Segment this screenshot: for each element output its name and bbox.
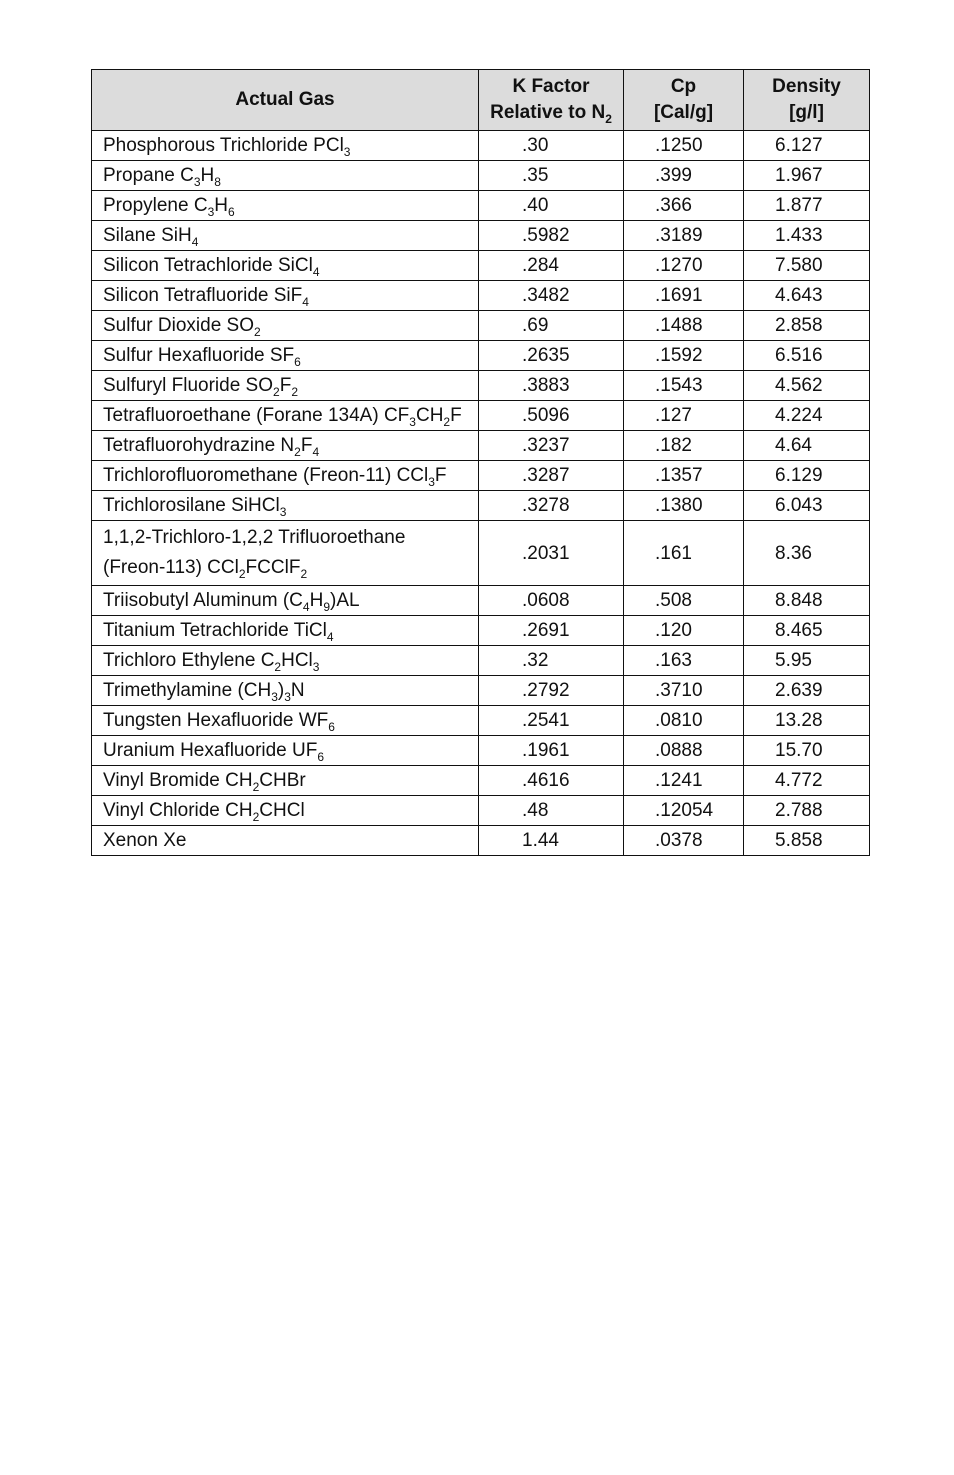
gas-name-text: Sulfur Hexafluoride SF [103,345,295,366]
gas-name-text: Phosphorous Trichloride PCl [103,135,344,156]
cell-gas-name [92,371,479,401]
gas-name-text: Tetrafluoroethane (Forane 134A) CF [103,405,410,426]
formula-subscript: 4 [302,600,310,614]
formula-subscript: 4 [191,235,199,249]
formula-subscript: 2 [238,567,246,581]
table-row [92,521,870,586]
formula-subscript: 4 [326,630,334,644]
gas-name-text: Titanium Tetrachloride TiCl [103,620,327,641]
gas-name-line [103,371,478,400]
cell-k-factor: .69 [479,311,624,341]
cell-cp: .1380 [624,491,744,521]
formula-subscript: 9 [323,600,331,614]
formula-subscript: 2 [254,325,261,339]
gas-name-line [103,553,478,583]
formula-subscript: 4 [312,445,320,459]
cell-k-factor: .3287 [479,461,624,491]
cell-cp: .161 [624,521,744,586]
cell-k-factor: .5096 [479,401,624,431]
header-density [744,70,870,131]
gas-name-text: CHBr [259,770,306,791]
cell-k-factor: .30 [479,131,624,161]
formula-subscript: 3 [284,690,291,704]
cell-density: 2.858 [744,311,870,341]
cell-cp: .1488 [624,311,744,341]
cell-k-factor: .4616 [479,766,624,796]
cell-cp: .1592 [624,341,744,371]
cell-gas-name [92,826,479,856]
gas-name-text: Vinyl Chloride CH [103,800,253,821]
gas-name-line [103,461,478,490]
cell-cp: .163 [624,646,744,676]
cell-density: 2.639 [744,676,870,706]
cell-gas-name [92,161,479,191]
header-cp [624,70,744,131]
gas-name-text: CH [415,405,444,426]
cell-density: 6.127 [744,131,870,161]
header-actual-gas: Actual Gas [92,70,479,131]
table-row [92,311,870,341]
gas-name-line [103,191,478,220]
cell-gas-name [92,251,479,281]
gas-name-text: Silicon Tetrafluoride SiF [103,285,303,306]
cell-cp: .1543 [624,371,744,401]
table-row [92,221,870,251]
cell-density: 1.967 [744,161,870,191]
header-k-factor-subscript: 2 [605,112,612,126]
gas-name-text: Uranium Hexafluoride UF [103,740,318,761]
cell-gas-name [92,191,479,221]
table-row [92,461,870,491]
gas-name-line [103,131,478,160]
gas-name-text: )AL [330,590,360,611]
gas-name-text: HCl [281,650,313,671]
table-row [92,796,870,826]
cell-density: 8.848 [744,586,870,616]
cell-gas-name [92,281,479,311]
cell-gas-name [92,401,479,431]
gas-name-text: F [434,465,447,486]
cell-density: 6.516 [744,341,870,371]
header-k-factor-line1: K Factor [512,76,590,97]
cell-gas-name [92,491,479,521]
formula-subscript: 3 [193,175,201,189]
cell-cp: .1357 [624,461,744,491]
cell-k-factor: .40 [479,191,624,221]
gas-name-text: Triisobutyl Aluminum (C [103,590,303,611]
gas-name-line [103,401,478,430]
header-k-factor-text: Relative to N [490,102,606,123]
cell-cp: .1691 [624,281,744,311]
gas-name-text: FCClF [245,557,301,578]
header-k-factor-line2 [483,100,619,126]
formula-subscript: 4 [302,295,309,309]
gas-name-text: Trimethylamine (CH [103,680,272,701]
cell-gas-name [92,521,479,586]
gas-name-text: ) [277,680,285,701]
gas-name-text: CHCl [259,800,305,821]
cell-cp: .127 [624,401,744,431]
cell-cp: .0888 [624,736,744,766]
gas-name-line [103,676,478,705]
cell-gas-name [92,796,479,826]
header-cp-line1: Cp [670,76,697,97]
gas-name-text: Silicon Tetrachloride SiCl [103,255,313,276]
header-density-line1: Density [772,76,841,97]
formula-subscript: 3 [409,415,416,429]
table-row [92,766,870,796]
cell-gas-name [92,616,479,646]
gas-name-line [103,431,478,460]
table-row [92,341,870,371]
cell-cp: .0810 [624,706,744,736]
cell-gas-name [92,431,479,461]
gas-name-text: Silane SiH [103,225,192,246]
gas-name-line [103,311,478,340]
cell-k-factor: .2792 [479,676,624,706]
formula-subscript: 6 [227,205,235,219]
gas-name-text: 1,1,2-Trichloro-1,2,2 Trifluoroethane [103,527,406,548]
cell-gas-name [92,221,479,251]
gas-name-line [103,826,478,855]
cell-density: 7.580 [744,251,870,281]
cell-cp: .1250 [624,131,744,161]
formula-subscript: 2 [291,385,298,399]
gas-name-text: Trichloro Ethylene C [103,650,275,671]
formula-subscript: 6 [294,355,301,369]
gas-name-text: Tetrafluorohydrazine N [103,435,295,456]
gas-name-text: Sulfuryl Fluoride SO [103,375,274,396]
formula-subscript: 2 [273,385,280,399]
header-row [92,70,870,131]
cell-density: 4.562 [744,371,870,401]
gas-name-line [103,221,478,250]
formula-subscript: 8 [214,175,221,189]
cell-density: 6.129 [744,461,870,491]
table-row [92,646,870,676]
cell-density: 2.788 [744,796,870,826]
gas-name-text: N [290,680,305,701]
cell-cp: .1270 [624,251,744,281]
cell-k-factor: .2635 [479,341,624,371]
cell-density: 4.643 [744,281,870,311]
gas-name-line [103,766,478,795]
cell-cp: .182 [624,431,744,461]
table-row [92,401,870,431]
cell-gas-name [92,646,479,676]
cell-density: 5.858 [744,826,870,856]
gas-name-line [103,706,478,735]
cell-density: 4.772 [744,766,870,796]
formula-subscript: 3 [271,690,278,704]
cell-gas-name [92,311,479,341]
cell-gas-name [92,676,479,706]
table-row [92,736,870,766]
gas-name-text: Propane C [103,165,194,186]
formula-subscript: 2 [300,567,308,581]
cell-gas-name [92,706,479,736]
cell-cp: .3710 [624,676,744,706]
cell-k-factor: 1.44 [479,826,624,856]
formula-subscript: 2 [252,780,260,794]
formula-subscript: 2 [274,660,282,674]
cell-k-factor: .3482 [479,281,624,311]
cell-k-factor: .3278 [479,491,624,521]
formula-subscript: 3 [279,505,287,519]
formula-subscript: 6 [317,750,325,764]
formula-subscript: 6 [328,720,335,734]
gas-name-text: Vinyl Bromide CH [103,770,253,791]
table-row [92,826,870,856]
cell-k-factor: .2691 [479,616,624,646]
cell-k-factor: .35 [479,161,624,191]
cell-k-factor: .2031 [479,521,624,586]
gas-name-line [103,251,478,280]
gas-name-text: (Freon-113) CCl [103,557,239,578]
cell-gas-name [92,131,479,161]
formula-subscript: 3 [428,475,435,489]
gas-name-text: F [279,375,292,396]
cell-cp: .0378 [624,826,744,856]
table-row [92,491,870,521]
gas-name-line [103,341,478,370]
cell-cp: .508 [624,586,744,616]
table-row [92,251,870,281]
gas-name-text: F [450,405,462,426]
gas-name-line [103,281,478,310]
table-row [92,676,870,706]
cell-density: 6.043 [744,491,870,521]
cell-density: 4.64 [744,431,870,461]
cell-gas-name [92,341,479,371]
cell-gas-name [92,461,479,491]
cell-density: 8.36 [744,521,870,586]
gas-name-text: Propylene C [103,195,208,216]
gas-name-line [103,161,478,190]
header-k-factor [479,70,624,131]
gas-name-line [103,586,478,615]
formula-subscript: 2 [294,445,301,459]
gas-name-text: Trichlorofluoromethane (Freon-11) CCl [103,465,429,486]
gas-name-text: Tungsten Hexafluoride WF [103,710,329,731]
cell-density: 8.465 [744,616,870,646]
table-header [92,70,870,131]
gas-name-line [103,796,478,825]
cell-cp: .3189 [624,221,744,251]
cell-cp: .366 [624,191,744,221]
cell-k-factor: .0608 [479,586,624,616]
cell-k-factor: .48 [479,796,624,826]
formula-subscript: 3 [312,660,320,674]
cell-k-factor: .32 [479,646,624,676]
header-density-line2: [g/l] [789,102,824,123]
table-row [92,616,870,646]
gas-name-text: H [200,165,215,186]
formula-subscript: 3 [207,205,215,219]
cell-k-factor: .3883 [479,371,624,401]
cell-cp: .1241 [624,766,744,796]
gas-properties-table [91,69,870,856]
cell-cp: .120 [624,616,744,646]
gas-name-text: Sulfur Dioxide SO [103,315,255,336]
table-row [92,191,870,221]
formula-subscript: 2 [443,415,451,429]
gas-name-line [103,646,478,675]
cell-cp: .12054 [624,796,744,826]
cell-gas-name [92,766,479,796]
table-row [92,586,870,616]
cell-k-factor: .2541 [479,706,624,736]
gas-name-line [103,736,478,765]
table-row [92,161,870,191]
table-row [92,431,870,461]
gas-name-line [103,616,478,645]
gas-name-text: F [300,435,313,456]
formula-subscript: 2 [252,810,260,824]
table-row [92,131,870,161]
header-cp-line2: [Cal/g] [653,102,714,123]
formula-subscript: 3 [343,145,351,159]
cell-density: 1.433 [744,221,870,251]
cell-gas-name [92,736,479,766]
table-row [92,706,870,736]
table-body [92,131,870,856]
gas-name-text: H [214,195,228,216]
gas-name-text: Trichlorosilane SiHCl [103,495,280,516]
cell-k-factor: .284 [479,251,624,281]
cell-k-factor: .1961 [479,736,624,766]
cell-density: 1.877 [744,191,870,221]
cell-k-factor: .5982 [479,221,624,251]
table-row [92,371,870,401]
gas-name-line [103,523,478,553]
gas-name-line [103,491,478,520]
formula-subscript: 4 [312,265,320,279]
cell-density: 4.224 [744,401,870,431]
gas-name-text: Xenon Xe [103,830,187,851]
gas-name-text: H [309,590,324,611]
cell-cp: .399 [624,161,744,191]
table-row [92,281,870,311]
cell-density: 5.95 [744,646,870,676]
cell-density: 13.28 [744,706,870,736]
cell-k-factor: .3237 [479,431,624,461]
cell-gas-name [92,586,479,616]
cell-density: 15.70 [744,736,870,766]
